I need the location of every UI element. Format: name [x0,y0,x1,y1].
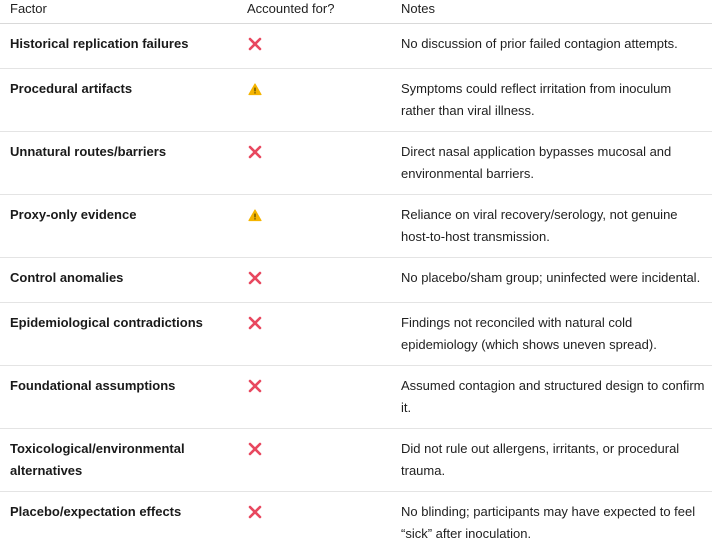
table-row [0,429,712,492]
accounted-cell [237,492,391,554]
cross-icon [247,36,263,52]
accounted-cell [237,195,391,258]
accounted-cell [237,24,391,69]
accounted-cell [237,429,391,492]
accounted-column-header: Accounted for? [237,0,391,24]
factor-cell: Toxicological/environmental alternatives [0,429,237,492]
factor-cell: Proxy-only evidence [0,195,237,258]
notes-cell: Did not rule out allergens, irritants, or procedural trauma. [391,429,712,492]
accounted-cell [237,303,391,366]
factor-cell: Procedural artifacts [0,69,237,132]
factor-cell: Foundational assumptions [0,366,237,429]
notes-cell: Direct nasal application bypasses mucosal and environmental barriers. [391,132,712,195]
factor-cell: Control anomalies [0,258,237,303]
notes-cell: Findings not reconciled with natural cold epidemiology (which shows uneven spread). [391,303,712,366]
notes-cell: No blinding; participants may have expected to feel “sick” after inoculation. [391,492,712,554]
accounted-cell [237,69,391,132]
notes-cell: No discussion of prior failed contagion attempts. [391,24,712,69]
warning-icon [247,81,263,97]
factor-cell: Unnatural routes/barriers [0,132,237,195]
table-header-row [0,0,712,24]
accounted-cell [237,258,391,303]
notes-cell: Assumed contagion and structured design to confirm it. [391,366,712,429]
table-row [0,24,712,69]
table-row [0,132,712,195]
accounted-cell [237,132,391,195]
factor-column-header: Factor [0,0,237,24]
factor-cell: Epidemiological contradictions [0,303,237,366]
warning-icon [247,207,263,223]
factor-cell: Placebo/expectation effects [0,492,237,554]
notes-cell: No placebo/sham group; uninfected were incidental. [391,258,712,303]
cross-icon [247,144,263,160]
table-row [0,69,712,132]
accounted-cell [237,366,391,429]
table-row [0,258,712,303]
cross-icon [247,378,263,394]
cross-icon [247,315,263,331]
table-row [0,366,712,429]
notes-cell: Symptoms could reflect irritation from inoculum rather than viral illness. [391,69,712,132]
factor-cell: Historical replication failures [0,24,237,69]
notes-column-header: Notes [391,0,712,24]
cross-icon [247,270,263,286]
table-row [0,303,712,366]
table-row [0,492,712,554]
table-row [0,195,712,258]
cross-icon [247,441,263,457]
notes-cell: Reliance on viral recovery/serology, not genuine host-to-host transmission. [391,195,712,258]
cross-icon [247,504,263,520]
